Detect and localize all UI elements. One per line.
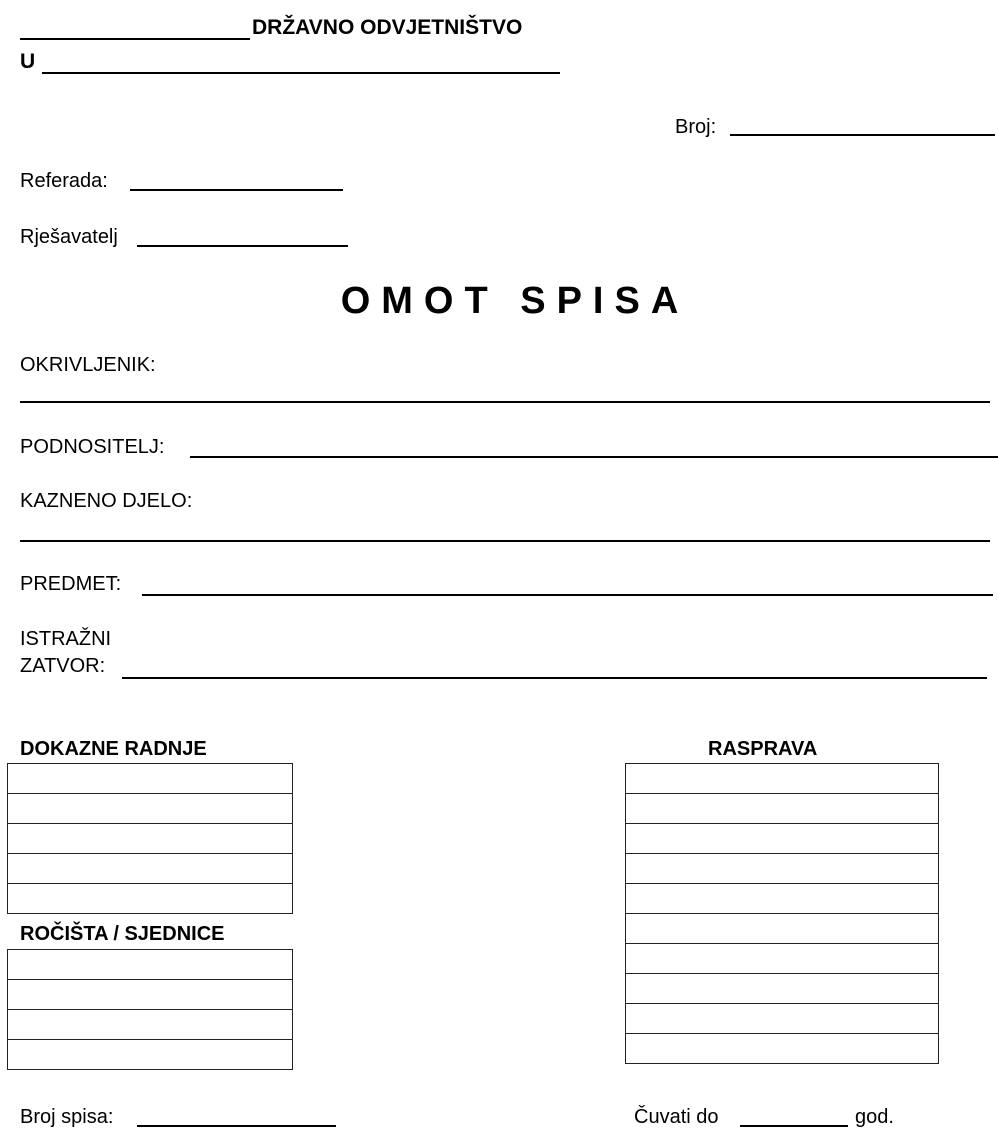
hearing-row-cell[interactable] xyxy=(8,980,293,1010)
number-blank[interactable] xyxy=(730,134,995,136)
handler-blank[interactable] xyxy=(137,245,348,247)
defendant-label: OKRIVLJENIK: xyxy=(20,354,156,376)
evidence-row xyxy=(8,764,293,794)
hearing-row xyxy=(8,980,293,1010)
handler-label: Rješavatelj xyxy=(20,226,118,248)
number-label: Broj: xyxy=(675,116,717,138)
year-suffix: god. xyxy=(855,1106,894,1128)
offense-blank[interactable] xyxy=(20,540,990,542)
trial-row-cell[interactable] xyxy=(626,824,939,854)
subject-blank[interactable] xyxy=(142,594,993,596)
hearing-row xyxy=(8,950,293,980)
trial-row-cell[interactable] xyxy=(626,944,939,974)
hearing-row-cell[interactable] xyxy=(8,1010,293,1040)
evidence-row-cell[interactable] xyxy=(8,884,293,914)
trial-row xyxy=(626,1034,939,1064)
detention-label-line1: ISTRAŽNI xyxy=(20,628,112,650)
trial-row xyxy=(626,854,939,884)
keep-until-blank[interactable] xyxy=(740,1125,848,1127)
trial-row-cell[interactable] xyxy=(626,884,939,914)
trial-row xyxy=(626,914,939,944)
trial-row-cell[interactable] xyxy=(626,914,939,944)
evidence-row xyxy=(8,824,293,854)
trial-row xyxy=(626,794,939,824)
defendant-blank[interactable] xyxy=(20,401,990,403)
file-number-blank[interactable] xyxy=(137,1125,336,1127)
evidence-row-cell[interactable] xyxy=(8,824,293,854)
trial-row-cell[interactable] xyxy=(626,1034,939,1064)
evidence-table xyxy=(7,763,293,914)
hearing-row xyxy=(8,1010,293,1040)
trial-row xyxy=(626,1004,939,1034)
trial-title: RASPRAVA xyxy=(708,738,818,760)
file-number-label: Broj spisa: xyxy=(20,1106,114,1128)
hearing-row-cell[interactable] xyxy=(8,1040,293,1070)
trial-row xyxy=(626,764,939,794)
page-title: OMOT SPISA xyxy=(340,280,690,322)
trial-row-cell[interactable] xyxy=(626,764,939,794)
offense-label: KAZNENO DJELO: xyxy=(20,490,193,512)
evidence-title: DOKAZNE RADNJE xyxy=(20,738,207,760)
department-label: Referada: xyxy=(20,170,108,192)
evidence-row-cell[interactable] xyxy=(8,794,293,824)
trial-row-cell[interactable] xyxy=(626,854,939,884)
hearings-table xyxy=(7,949,293,1070)
hearing-row xyxy=(8,1040,293,1070)
evidence-row-cell[interactable] xyxy=(8,854,293,884)
trial-row xyxy=(626,974,939,1004)
trial-row-cell[interactable] xyxy=(626,1004,939,1034)
trial-row xyxy=(626,884,939,914)
office-label: DRŽAVNO ODVJETNIŠTVO xyxy=(252,16,523,39)
location-blank[interactable] xyxy=(42,72,560,74)
subject-label: PREDMET: xyxy=(20,573,122,595)
evidence-row xyxy=(8,794,293,824)
hearing-row-cell[interactable] xyxy=(8,950,293,980)
keep-until-label: Čuvati do xyxy=(634,1106,719,1128)
trial-row-cell[interactable] xyxy=(626,974,939,1004)
trial-row xyxy=(626,824,939,854)
evidence-row-cell[interactable] xyxy=(8,764,293,794)
trial-table xyxy=(625,763,939,1064)
detention-label-line2: ZATVOR: xyxy=(20,655,106,677)
trial-row xyxy=(626,944,939,974)
location-prefix: U xyxy=(20,50,36,73)
detention-blank[interactable] xyxy=(122,677,987,679)
evidence-row xyxy=(8,884,293,914)
department-blank[interactable] xyxy=(130,189,343,191)
office-name-blank[interactable] xyxy=(20,38,250,40)
submitter-label: PODNOSITELJ: xyxy=(20,436,165,458)
submitter-blank[interactable] xyxy=(190,456,998,458)
hearings-title: ROČIŠTA / SJEDNICE xyxy=(20,923,225,945)
evidence-row xyxy=(8,854,293,884)
trial-row-cell[interactable] xyxy=(626,794,939,824)
